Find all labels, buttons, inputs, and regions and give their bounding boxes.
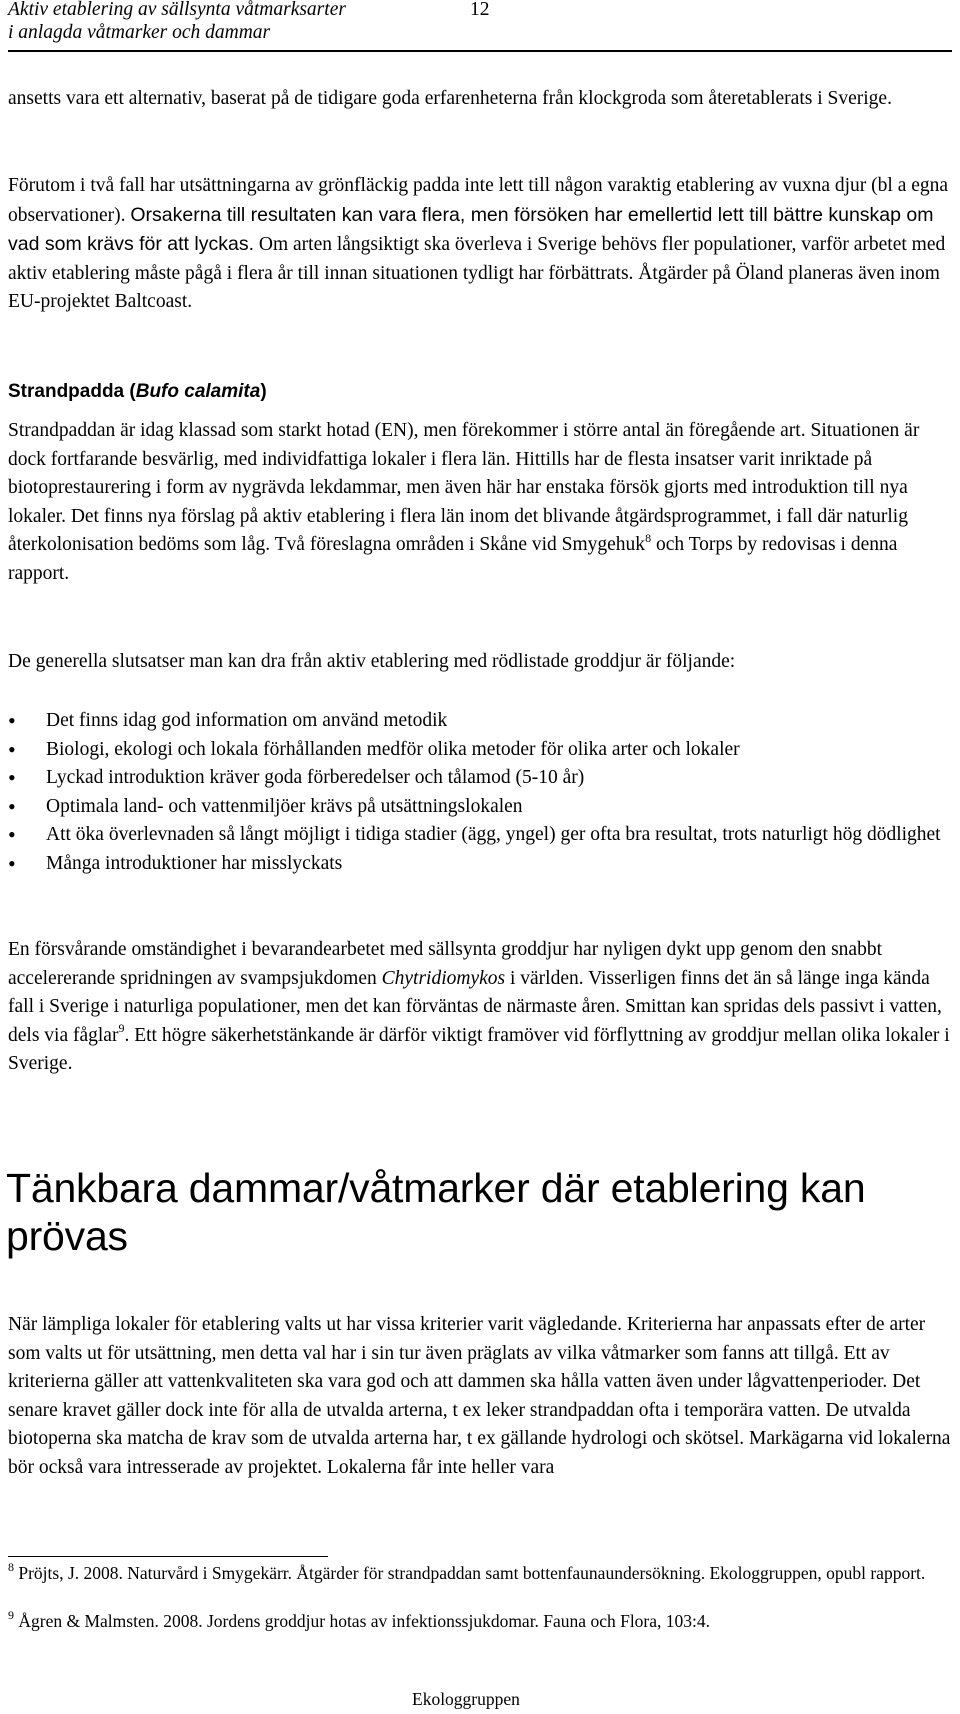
- list-item: [8, 736, 952, 765]
- list-item-text: Att öka överlevnaden så långt möjligt i tidiga stadier (ägg, yngel) ger ofta bra resultat, trots naturligt hög dödlighet: [46, 824, 941, 846]
- paragraph-chytrid: [8, 936, 952, 1079]
- heading-strandpadda-latin: Bufo calamita: [135, 381, 261, 402]
- footnote-ref-9: 9: [118, 1021, 125, 1036]
- paragraph-strandpadda: [8, 417, 952, 589]
- list-item-text: Många introduktioner har misslyckats: [46, 852, 343, 874]
- header-title-line1: Aktiv etablering av sällsynta våtmarksarter: [8, 0, 346, 20]
- heading-strandpadda: [8, 379, 267, 405]
- paragraph-gronflackig-part1: Förutom i två fall har utsättningarna av grönfläckig padda inte lett till någon varaktig etablering av vuxna djur (bl a egna observationer).: [8, 175, 949, 226]
- page-number: 12: [470, 0, 490, 20]
- paragraph-chytrid-part1: En försvårande omständighet i bevarandearbetet med sällsynta groddjur har nyligen dykt upp genom den snabbt accelererande spridningen av svampsjukdomen: [8, 939, 883, 989]
- paragraph-gronflackig-part3: Om arten långsiktigt ska överleva i Sverige behövs fler populationer, varför arbetet med aktiv etablering måste pågå i flera år till innan situationen tydligt har förbättrats. Åtgärder på Öland planeras även inom EU-projektet Baltcoast.: [8, 234, 946, 313]
- paragraph-intro: ansetts vara ett alternativ, baserat på de tidigare goda erfarenheterna från klockgroda som återetablerats i Sverige.: [8, 88, 892, 109]
- footnote-number: 8: [8, 1560, 14, 1575]
- heading-dammar: Tänkbara dammar/våtmarker där etablering kan prövas: [6, 1165, 866, 1259]
- list-item: [8, 850, 952, 879]
- paragraph-dammar: När lämpliga lokaler för etablering valts ut har vissa kriterier varit vägledande. Kriterierna har anpassats efter de arter som valts ut för utsättning, men detta val har i sin tur även präglats av vilka våtmarker som fanns att tillgå. Ett av kriterierna gäller att vattenkvaliteten ska vara god och att dammen ska hålla vatten även under lågvattenperioder. Det senare kravet gäller dock inte för alla de utvalda arterna, t ex leker strandpaddan ofta i temporära vatten. De utvalda biotoperna ska matcha de krav som de utvalda arterna har, t ex gällande hydrologi och skötsel. Markägarna vid lokalerna bör också vara intresserade av projektet. Lokalerna får inte heller vara: [8, 1314, 951, 1478]
- paragraph-chytrid-part2: i världen. Visserligen finns det än så länge inga kända fall i Sverige i naturliga populationer, men det kan förväntas de närmaste åren. Smittan kan spridas dels passivt i vatten, dels via fåglar: [8, 967, 942, 1046]
- page-footer: Ekologgruppen: [412, 1689, 520, 1709]
- paragraph-chytrid-part3: . Ett högre säkerhetstänkande är därför viktigt framöver vid förflyttning av groddjur mellan olika lokaler i Sverige.: [8, 1024, 950, 1075]
- list-item-text: Det finns idag god information om använd metodik: [46, 710, 448, 731]
- heading-strandpadda-end: ): [260, 381, 267, 402]
- paragraph-chytrid-italic: Chytridiomykos: [381, 967, 506, 989]
- page-header: [8, 0, 952, 52]
- conclusions-list: [8, 707, 952, 879]
- footnote-9: [8, 1610, 948, 1632]
- list-item: [8, 793, 952, 822]
- footnote-text: Pröjts, J. 2008. Naturvård i Smygekärr. Åtgärder för strandpaddan samt bottenfaunaundersökning. Ekologgruppen, opubl rapport.: [14, 1563, 926, 1583]
- footnote-divider: [8, 1556, 328, 1557]
- list-item: [8, 764, 952, 793]
- paragraph-strandpadda-part2: och Torps by redovisas i denna rapport.: [8, 534, 898, 584]
- paragraph-gronflackig: [8, 172, 952, 317]
- list-item-text: Lyckad introduktion kräver goda förberedelser och tålamod (5-10 år): [46, 767, 585, 789]
- header-title: [8, 0, 346, 44]
- header-title-line2: i anlagda våtmarker och dammar: [8, 22, 271, 43]
- footnote-number: 9: [8, 1608, 14, 1623]
- list-item: [8, 707, 952, 736]
- footnote-8: [8, 1562, 948, 1584]
- list-item-text: Biologi, ekologi och lokala förhållanden medför olika metoder för olika arter och lokaler: [46, 738, 740, 760]
- footnote-ref-8: 8: [645, 530, 652, 545]
- heading-strandpadda-main: Strandpadda (: [8, 381, 136, 402]
- paragraph-strandpadda-part1: Strandpaddan är idag klassad som starkt hotad (EN), men förekommer i större antal än föregående art. Situationen är dock fortfarande besvärlig, med individfattiga lokaler i flera län. Hittills har de flesta insatser varit inriktade på biotoprestaurering i form av nygrävda lekdammar, men även här har enstaka försök gjorts med introduktion till nya lokaler. Det finns nya förslag på aktiv etablering i flera län inom det blivande åtgärdsprogrammet, i fall där naturlig återkolonisation bedöms som låg. Två föreslagna områden i Skåne vid Smygehuk: [8, 420, 920, 556]
- list-item-text: Optimala land- och vattenmiljöer krävs på utsättningslokalen: [46, 795, 523, 817]
- paragraph-gronflackig-part2: Orsakerna till resultaten kan vara flera, men försöken har emellertid lett till bättre kunskap om vad som krävs för att lyckas.: [8, 203, 934, 256]
- footnote-text: Ågren & Malmsten. 2008. Jordens groddjur hotas av infektionssjukdomar. Fauna och Flora, 103:4.: [14, 1611, 711, 1631]
- list-item: [8, 821, 952, 850]
- paragraph-conclusions-intro: De generella slutsatser man kan dra från aktiv etablering med rödlistade groddjur är följande:: [8, 651, 736, 672]
